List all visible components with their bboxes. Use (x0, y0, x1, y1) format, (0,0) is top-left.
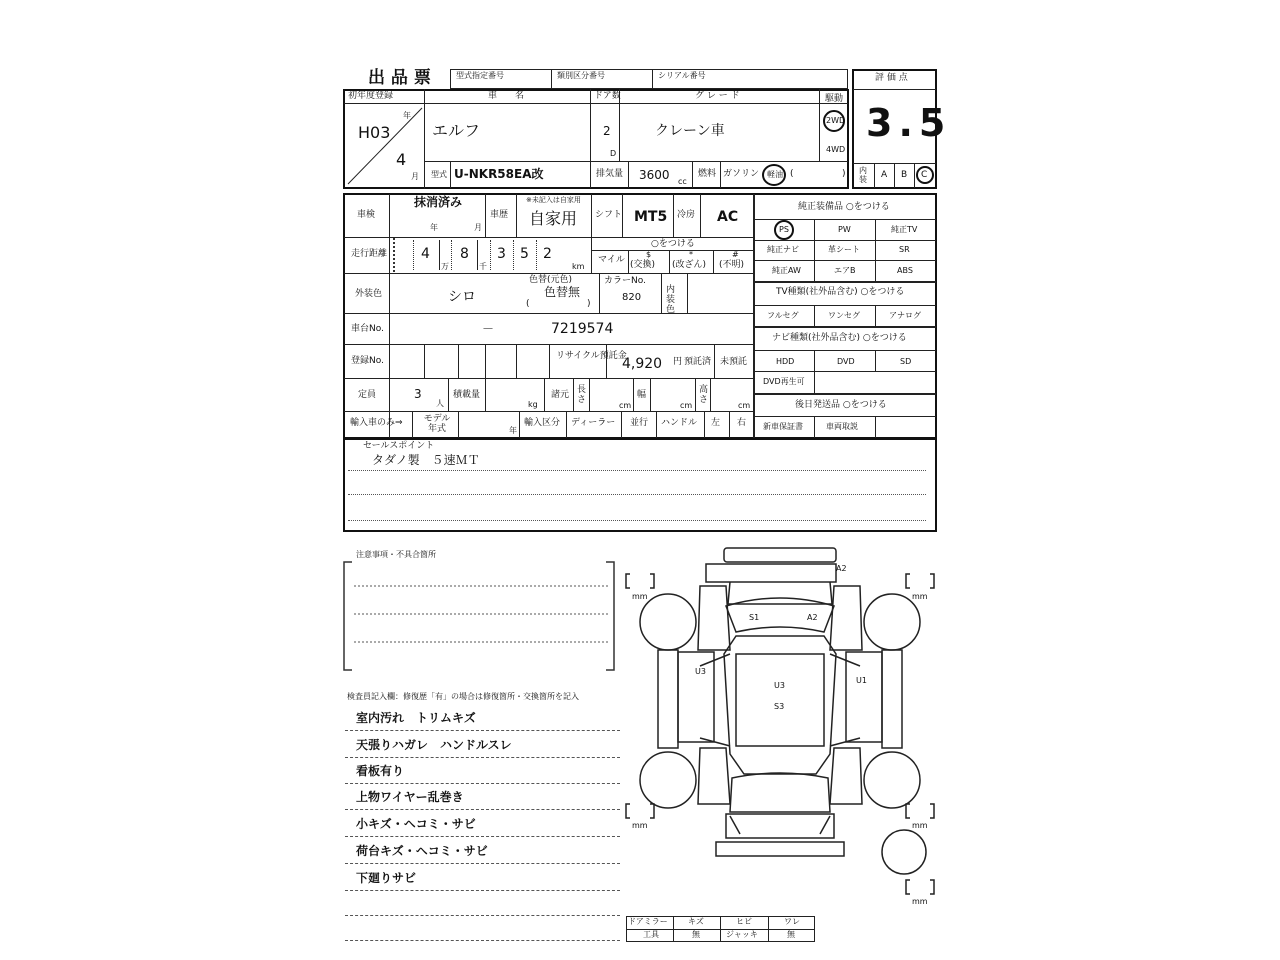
tire-unit-rl: mm (632, 821, 648, 830)
inspector-line-5: 小キズ・ヘコミ・サビ (356, 817, 476, 831)
doors-unit: D (610, 149, 617, 158)
fuel-diesel: 軽油 (767, 170, 783, 179)
width-unit: cm (680, 401, 693, 410)
sales-point-text: タダノ製 ５速ＭＴ (372, 453, 480, 467)
drive-2wd-circle (823, 110, 845, 132)
meter-tamper-label: (改ざん) (672, 260, 707, 270)
tire-unit-spare: mm (912, 897, 928, 906)
later-manual: 車両取説 (826, 422, 858, 431)
damage-mark-u3-left: U3 (695, 667, 706, 676)
tv-analog: アナログ (889, 311, 921, 320)
interior-color-label: 内装色 (666, 285, 676, 315)
inspection-label: 車検 (357, 210, 376, 220)
equip-abs: ABS (897, 266, 913, 275)
damage-mark-a2-hood: A2 (807, 613, 818, 622)
car-name-label: 車 名 (488, 91, 525, 101)
mileage-digit-1: 4 (421, 246, 430, 262)
shift-label: シフト (595, 210, 623, 220)
recycle-not-deposited: 未預託 (720, 357, 748, 367)
meter-unknown-symbol: # (732, 250, 739, 259)
class-number-label: 類別区分番号 (557, 71, 605, 80)
length-label: 長さ (577, 385, 587, 405)
import-parallel: 並行 (630, 418, 649, 428)
inspector-line-6: 荷台キズ・ヘコミ・サビ (356, 844, 488, 858)
exterior-label: 外装色 (355, 289, 383, 299)
interior-label: 内装 (859, 166, 867, 184)
handle-left: 左 (711, 418, 721, 428)
mileage-digit-3: 3 (497, 246, 506, 262)
displacement-value: 3600 (639, 168, 670, 182)
reg-era-year: H03 (358, 123, 391, 142)
damage-mark-u3-roof: U3 (774, 681, 785, 690)
inspection-value: 抹消済み (414, 195, 463, 209)
reg-number-label: 登録No. (351, 356, 384, 366)
drive-label: 駆動 (825, 94, 844, 104)
fuel-gasoline: ガソリン (723, 169, 760, 179)
model-year-unit: 年 (509, 426, 517, 435)
legend-crack: ヒビ (736, 917, 752, 926)
chassis-label: 車台No. (351, 324, 384, 334)
damage-mark-s3-roof: S3 (774, 702, 785, 711)
inspector-line-4: 上物ワイヤー乱巻き (356, 790, 464, 804)
tv-oneseg: ワンセグ (828, 311, 860, 320)
mileage-sen: 千 (479, 262, 487, 271)
interior-c-circle (916, 166, 934, 184)
car-name: エルフ (432, 121, 481, 140)
orig-paren-open: ( (526, 299, 530, 309)
navi-dvd: DVD (837, 357, 855, 366)
inspector-line-7: 下廻りサビ (356, 871, 417, 885)
interior-b: B (901, 170, 908, 180)
grade-value: クレーン車 (655, 123, 725, 139)
history-note: ※未記入は自家用 (526, 196, 581, 204)
tire-unit-fr: mm (912, 592, 928, 601)
tire-unit-fl: mm (632, 592, 648, 601)
grade-label: グ レ ー ド (695, 91, 740, 101)
handle-right: 右 (737, 418, 747, 428)
recycle-label: リサイクル預託金 (556, 351, 627, 361)
load-label: 積載量 (453, 390, 481, 400)
capacity-unit: 人 (436, 399, 444, 408)
reg-month-unit: 月 (411, 172, 419, 181)
displacement-unit: cc (678, 177, 687, 186)
fuel-diesel-circle (762, 164, 786, 186)
history-label: 車歴 (490, 210, 509, 220)
ac-label: 冷房 (677, 210, 696, 220)
equip-airbag: エアB (834, 266, 856, 275)
equip-pw: PW (838, 225, 851, 234)
orig-paren-close: ) (587, 299, 591, 309)
navi-dvd-playback: DVD再生可 (763, 377, 805, 386)
notes-label: 注意事項・不具合箇所 (356, 550, 436, 559)
tv-fullseg: フルセグ (767, 311, 799, 320)
height-label: 高さ (699, 385, 709, 405)
capacity-label: 定員 (358, 390, 377, 400)
first-reg-label: 初年度登録 (348, 91, 394, 101)
capacity-value: 3 (414, 387, 422, 401)
chassis-value: 7219574 (551, 321, 614, 337)
dims-label: 諸元 (551, 390, 570, 400)
sales-point-label: セールスポイント (363, 441, 435, 451)
meter-tamper-symbol: * (689, 250, 693, 259)
later-warranty: 新車保証書 (763, 422, 803, 431)
car-diagram (620, 542, 940, 914)
equip-ps-circle (774, 220, 794, 240)
chassis-dash: － (482, 322, 495, 336)
legend-jack: ジャッキ (726, 930, 758, 939)
width-label: 幅 (637, 390, 647, 400)
legend-break: ワレ (784, 917, 800, 926)
legend-tools-value: 無 (692, 930, 700, 939)
interior-a: A (881, 170, 888, 180)
sheet-title: 出 品 票 (368, 68, 431, 88)
import-dealer: ディーラー (571, 418, 616, 428)
shift-value: MT5 (634, 209, 668, 225)
handle-label: ハンドル (661, 418, 698, 428)
serial-label: シリアル番号 (658, 71, 706, 80)
damage-mark-s1: S1 (749, 613, 760, 622)
tv-header: TV種類(社外品含む) ○をつける (776, 287, 905, 297)
mileage-km: km (572, 262, 585, 271)
doors-value: 2 (603, 124, 611, 138)
reg-year-unit: 年 (403, 111, 411, 120)
model-value: U-NKR58EA改 (454, 167, 544, 181)
mileage-man: 万 (441, 262, 449, 271)
orig-color-value: 色替無 (544, 285, 581, 299)
legend-mirror: ドアミラー (628, 917, 668, 926)
inspector-line-2: 天張りハガレ ハンドルスレ (356, 738, 512, 752)
fuel-paren-open: ( (790, 169, 794, 179)
fuel-label: 燃料 (698, 169, 717, 179)
type-number-label: 型式指定番号 (456, 71, 504, 80)
mile-label: マイル (598, 255, 625, 265)
score-label: 評 価 点 (875, 73, 908, 83)
equip-sr: SR (899, 245, 910, 254)
equip-genuine-navi: 純正ナビ (767, 245, 799, 254)
inspection-year-unit: 年 (430, 223, 438, 232)
navi-sd: SD (900, 357, 912, 366)
equip-leather: 革シート (828, 245, 860, 254)
legend-scratch: キズ (688, 917, 704, 926)
interior-c: C (921, 170, 928, 180)
meter-swap-symbol: $ (646, 250, 652, 259)
notes-bracket (340, 558, 620, 678)
meter-swap-label: (交換) (630, 260, 656, 270)
history-value: 自家用 (529, 209, 578, 228)
load-unit: kg (528, 400, 538, 409)
ac-value: AC (717, 209, 739, 225)
navi-hdd: HDD (776, 357, 795, 366)
import-type-label: 輸入区分 (524, 418, 561, 428)
recycle-deposited: 預託済 (684, 357, 712, 367)
damage-mark-u1-right: U1 (856, 676, 867, 685)
tire-unit-rr: mm (912, 821, 928, 830)
inspector-line-3: 看板有り (356, 764, 405, 778)
later-header: 後日発送品 ○をつける (795, 400, 887, 410)
color-no-value: 820 (622, 292, 642, 303)
exterior-value: シロ (448, 289, 476, 305)
recycle-unit: 円 (673, 357, 683, 367)
legend-jack-value: 無 (787, 930, 795, 939)
length-unit: cm (619, 401, 632, 410)
orig-color-label: 色替(元色) (529, 275, 573, 285)
mileage-digit-2: 8 (460, 246, 469, 262)
displacement-label: 排気量 (596, 169, 624, 179)
reg-month: 4 (396, 150, 407, 169)
model-year-label: モデル年式 (423, 414, 451, 434)
fuel-paren-close: ) (842, 169, 846, 179)
genuine-header: 純正装備品 ○をつける (798, 202, 890, 212)
equip-genuine-aw: 純正AW (772, 266, 801, 275)
recycle-value: 4,920 (622, 356, 663, 372)
mileage-label: 走行距離 (351, 249, 388, 259)
meter-circle-note: ○をつける (651, 239, 695, 249)
inspector-label: 検査員記入欄：修復歴「有」の場合は修復箇所・交換箇所を記入 (347, 692, 579, 701)
navi-header: ナビ種類(社外品含む) ○をつける (772, 333, 907, 343)
drive-2wd: 2WD (826, 116, 846, 125)
legend-tools: 工具 (643, 930, 659, 939)
inspector-line-1: 室内汚れ トリムキズ (356, 711, 476, 725)
score-value: 3.5 (866, 101, 952, 145)
mileage-digit-5: 2 (543, 246, 552, 262)
height-unit: cm (738, 401, 751, 410)
damage-mark-a2-bumper: A2 (836, 564, 847, 573)
import-label: 輸入車のみ⇒ (350, 418, 403, 428)
mileage-digit-4: 5 (520, 246, 529, 262)
model-label: 型式 (431, 170, 447, 179)
doors-label: ドア数 (594, 91, 621, 101)
equip-genuine-tv: 純正TV (891, 225, 918, 234)
inspection-month-unit: 月 (474, 223, 482, 232)
header-codes-box (450, 69, 848, 89)
color-no-label: カラーNo. (604, 276, 646, 286)
drive-4wd: 4WD (826, 145, 846, 154)
equip-ps: PS (779, 225, 789, 234)
meter-unknown-label: (不明) (719, 260, 745, 270)
